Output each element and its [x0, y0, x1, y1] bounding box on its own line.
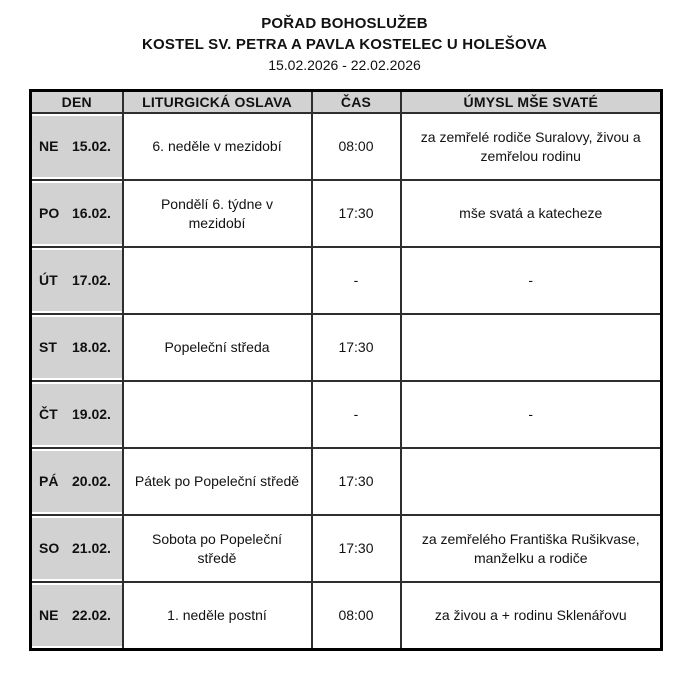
table-row [31, 381, 662, 448]
column-header-intention: ÚMYSL MŠE SVATÉ [401, 91, 662, 114]
day-label [32, 339, 111, 355]
intention-cell: za zemřelého Františka Rušikvase, manželku a rodiče [401, 515, 662, 582]
day-label [32, 540, 111, 556]
intention-cell: mše svatá a katecheze [401, 180, 662, 247]
time-cell: 17:30 [312, 448, 401, 515]
celebration-cell: Popeleční středa [123, 314, 312, 381]
celebration-cell: Sobota po Popeleční středě [123, 515, 312, 582]
day-label [32, 272, 111, 288]
page-title: POŘAD BOHOSLUŽEB [261, 15, 428, 32]
time-cell: 17:30 [312, 180, 401, 247]
day-date: 17.02. [72, 272, 111, 289]
schedule-table [29, 89, 663, 651]
intention-cell: za zemřelé rodiče Suralovy, živou a zemřelou rodinu [401, 113, 662, 180]
date-range: 15.02.2026 - 22.02.2026 [268, 57, 421, 73]
day-cell [31, 314, 123, 381]
column-header-time: ČAS [312, 91, 401, 114]
day-label [32, 473, 111, 489]
intention-cell: - [401, 381, 662, 448]
day-abbrev: NE [39, 606, 59, 623]
day-abbrev: ÚT [39, 272, 58, 289]
day-cell [31, 247, 123, 314]
day-cell [31, 448, 123, 515]
schedule-table-header [31, 91, 662, 114]
intention-cell [401, 448, 662, 515]
time-cell: 08:00 [312, 113, 401, 180]
intention-cell [401, 314, 662, 381]
day-date: 19.02. [72, 406, 111, 423]
day-abbrev: ČT [39, 406, 58, 423]
header-row [31, 91, 662, 114]
day-label [32, 406, 111, 422]
day-cell [31, 180, 123, 247]
time-cell: 08:00 [312, 582, 401, 649]
day-cell [31, 582, 123, 649]
day-date: 15.02. [72, 138, 111, 155]
day-label [32, 205, 111, 221]
table-row [31, 582, 662, 649]
table-row [31, 448, 662, 515]
day-label [32, 138, 111, 154]
day-label [32, 607, 111, 623]
time-cell: 17:30 [312, 515, 401, 582]
intention-cell: za živou a + rodinu Sklenářovu [401, 582, 662, 649]
time-cell: 17:30 [312, 314, 401, 381]
day-date: 18.02. [72, 339, 111, 356]
celebration-cell [123, 247, 312, 314]
column-header-day: DEN [31, 91, 123, 114]
day-cell [31, 515, 123, 582]
day-cell [31, 113, 123, 180]
celebration-cell [123, 381, 312, 448]
celebration-cell: 1. neděle postní [123, 582, 312, 649]
day-date: 16.02. [72, 205, 111, 222]
page-subtitle: KOSTEL SV. PETRA A PAVLA KOSTELEC U HOLEŠOVA [142, 36, 547, 53]
day-cell [31, 381, 123, 448]
day-abbrev: ST [39, 339, 57, 356]
day-abbrev: SO [39, 540, 60, 557]
schedule-table-body [31, 113, 662, 649]
intention-cell: - [401, 247, 662, 314]
column-header-celebration: LITURGICKÁ OSLAVA [123, 91, 312, 114]
day-abbrev: PO [39, 205, 60, 222]
time-cell: - [312, 381, 401, 448]
table-row [31, 314, 662, 381]
day-abbrev: NE [39, 138, 59, 155]
table-row [31, 247, 662, 314]
table-row [31, 515, 662, 582]
table-row [31, 113, 662, 180]
day-date: 22.02. [72, 606, 111, 623]
table-row [31, 180, 662, 247]
celebration-cell: Pátek po Popeleční středě [123, 448, 312, 515]
day-abbrev: PÁ [39, 473, 59, 490]
celebration-cell: 6. neděle v mezidobí [123, 113, 312, 180]
day-date: 21.02. [72, 540, 111, 557]
time-cell: - [312, 247, 401, 314]
day-date: 20.02. [72, 473, 111, 490]
celebration-cell: Pondělí 6. týdne v mezidobí [123, 180, 312, 247]
title-block [0, 0, 689, 76]
